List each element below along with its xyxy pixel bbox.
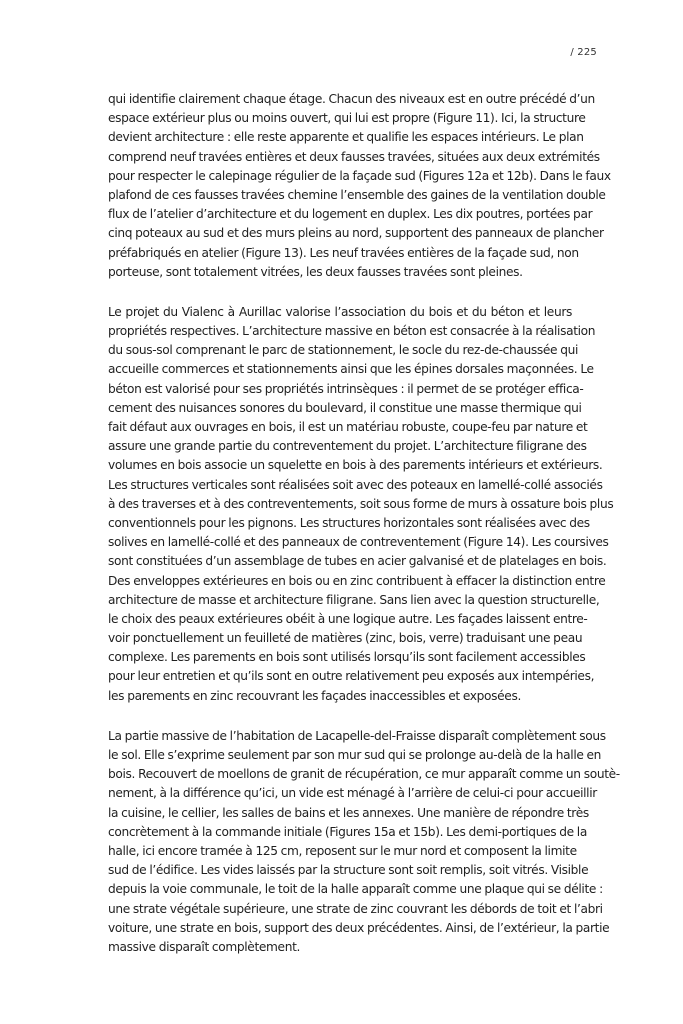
- text-line: qui identifie clairement chaque étage. Chacun des niveaux est en outre précédé d’un: [108, 92, 595, 106]
- text-line: la cuisine, le cellier, les salles de bains et les annexes. Une manière de répondre très: [108, 805, 589, 820]
- text-line: voiture, une strate en bois, support des deux précédentes. Ainsi, de l’extérieur, la partie: [108, 920, 610, 935]
- text-line: solives en lamellé-collé et des panneaux de contreventement (Figure 14). Les coursives: [108, 535, 609, 550]
- text-line: plafond de ces fausses travées chemine l’ensemble des gaines de la ventilation double: [108, 187, 606, 202]
- text-line: halle, ici encore tramée à 125 cm, reposent sur le mur nord et composent la limite: [108, 843, 577, 858]
- text-line: Des enveloppes extérieures en bois ou en zinc contribuent à effacer la distinction entre: [108, 573, 606, 588]
- text-line: conventionnels pour les pignons. Les structures horizontales sont réalisées avec des: [108, 515, 590, 530]
- text-line: concrètement à la commande initiale (Figures 15a et 15b). Les demi-portiques de la: [108, 824, 587, 839]
- text-line: sud de l’édifice. Les vides laissés par la structure sont soit remplis, soit vitrés. Visible: [108, 863, 589, 878]
- text-line: sont constituées d’un assemblage de tubes en acier galvanisé et de platelages en bois.: [108, 554, 607, 569]
- text-line: une strate végétale supérieure, une strate de zinc couvrant les débords de toit et l’abri: [108, 901, 603, 916]
- text-line: voir ponctuellement un feuilleté de matières (zinc, bois, verre) traduisant une peau: [108, 631, 583, 646]
- body-text: [108, 90, 620, 978]
- text-line: préfabriqués en atelier (Figure 13). Les neuf travées entières de la façade sud, non: [108, 245, 579, 260]
- text-line: Les structures verticales sont réalisées soit avec des poteaux en lamellé-collé associés: [108, 477, 603, 492]
- text-line: massive disparaît complètement.: [108, 939, 301, 954]
- text-line: du sous-sol comprenant le parc de stationnement, le socle du rez-de-chaussée qui: [108, 343, 578, 358]
- text-line: cinq poteaux au sud et des murs pleins au nord, supportent des panneaux de plancher: [108, 226, 604, 241]
- text-line: propriétés respectives. L’architecture massive en béton est consacrée à la réalisation: [108, 324, 596, 339]
- text-line: à des traverses et à des contreventements, soit sous forme de murs à ossature bois plus: [108, 496, 614, 511]
- paragraph-vialenc-project: [108, 303, 614, 706]
- page-number: / 225: [570, 47, 597, 58]
- text-line: Le projet du Vialenc à Aurillac valorise l’association du bois et du béton et leurs: [108, 304, 572, 319]
- text-line: cement des nuisances sonores du boulevard, il constitue une masse thermique qui: [108, 400, 582, 415]
- text-line: devient architecture : elle reste apparente et qualifie les espaces intérieurs. Le plan: [108, 130, 584, 145]
- text-line: assure une grande partie du contreventement du projet. L’architecture filigrane des: [108, 439, 587, 454]
- text-line: La partie massive de l’habitation de Lacapelle-del-Fraisse disparaît complètement sous: [108, 728, 606, 743]
- text-line: depuis la voie communale, le toit de la halle apparaît comme une plaque qui se délite :: [108, 882, 603, 897]
- text-line: béton est valorisé pour ses propriétés intrinsèques : il permet de se protéger effica-: [108, 381, 584, 396]
- text-line: comprend neuf travées entières et deux fausses travées, situées aux deux extrémités: [108, 149, 600, 164]
- text-line: le choix des peaux extérieures obéit à une logique autre. Les façades laissent entre-: [108, 611, 588, 626]
- text-line: pour respecter le calepinage régulier de la façade sud (Figures 12a et 12b). Dans le faux: [108, 168, 611, 183]
- text-line: les parements en zinc recouvrant les façades inaccessibles et exposées.: [108, 688, 521, 703]
- text-line: architecture de masse et architecture filigrane. Sans lien avec la question structurelle,: [108, 592, 600, 607]
- text-line: volumes en bois associe un squelette en bois à des parements intérieurs et extérieurs.: [108, 458, 603, 473]
- text-line: flux de l’atelier d’architecture et du logement en duplex. Les dix poutres, portées par: [108, 207, 593, 222]
- text-line: accueille commerces et stationnements ainsi que les épines dorsales maçonnées. Le: [108, 362, 594, 377]
- paragraph-lacapelle-del-fraisse: [108, 727, 620, 957]
- text-line: espace extérieur plus ou moins ouvert, qui lui est propre (Figure 11). Ici, la structure: [108, 111, 586, 126]
- text-line: le sol. Elle s’exprime seulement par son mur sud qui se prolonge au-delà de la halle en: [108, 748, 602, 762]
- text-line: fait défaut aux ouvrages en bois, il est un matériau robuste, coupe-feu par nature et: [108, 420, 588, 434]
- paragraph-structure-description: [108, 90, 611, 282]
- text-line: nement, à la différence qu’ici, un vide est ménagé à l’arrière de celui-ci pour accueillir: [108, 786, 597, 801]
- text-line: bois. Recouvert de moellons de granit de récupération, ce mur apparaît comme un soutè-: [108, 767, 620, 782]
- text-line: pour leur entretien et qu’ils sont en outre relativement peu exposés aux intempéries,: [108, 669, 595, 684]
- text-line: porteuse, sont totalement vitrées, les deux fausses travées sont pleines.: [108, 264, 523, 279]
- text-line: complexe. Les parements en bois sont utilisés lorsqu’ils sont facilement accessibles: [108, 650, 586, 665]
